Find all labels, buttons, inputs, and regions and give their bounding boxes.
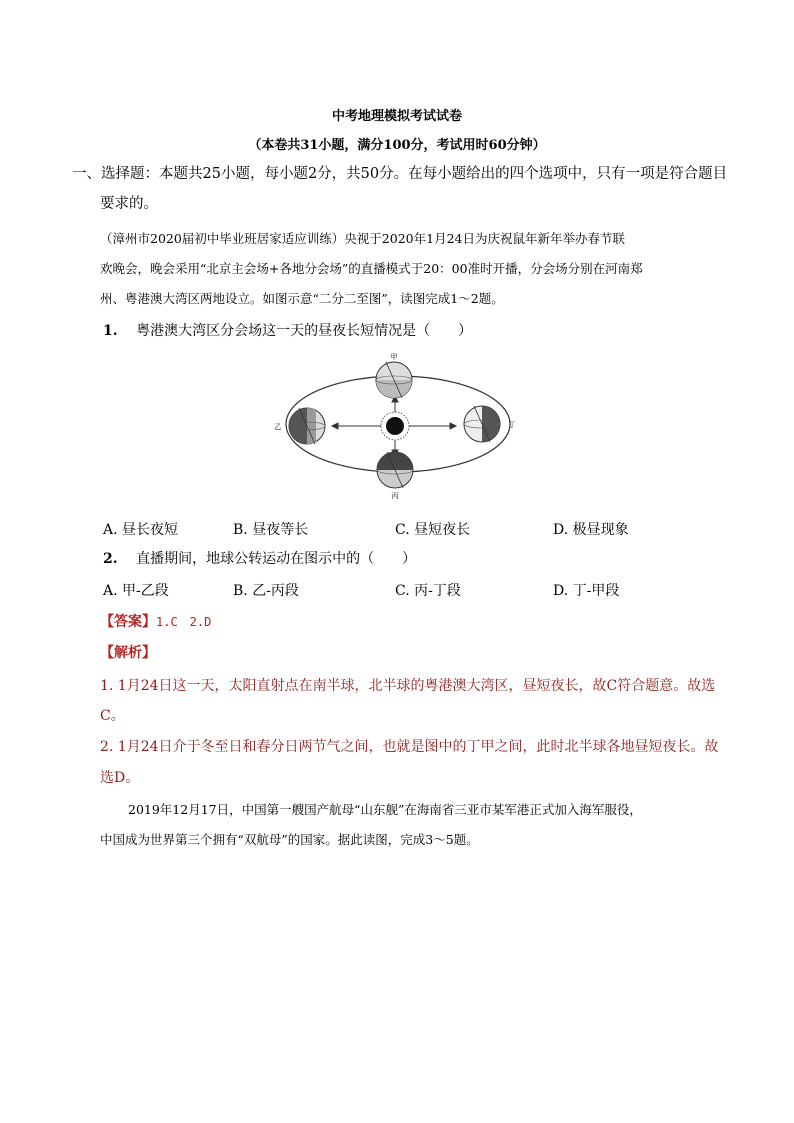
earth-left-icon [289, 408, 325, 444]
question-1 [103, 321, 763, 341]
solstice-equinox-diagram [274, 352, 524, 502]
q1-option-b[interactable]: B. 昼夜等长 [233, 522, 309, 538]
passage1-line2: 欢晚会，晚会采用“北京主会场+各地分会场”的直播模式于20：00准时开播，分会场分别在河南郑 [100, 261, 643, 276]
label-yi: 乙 [274, 423, 282, 431]
question-2-number: 2. [103, 551, 118, 567]
q2-option-b[interactable]: B. 乙-丙段 [233, 583, 299, 599]
passage1-line3: 州、粤港澳大湾区两地设立。如图示意“二分二至图”，读图完成1～2题。 [100, 291, 504, 306]
question-1-number: 1. [103, 323, 118, 339]
answer-line [100, 612, 760, 632]
page-subtitle: （本卷共31小题，满分100分，考试用时60分钟） [248, 138, 546, 153]
earth-bottom-icon [377, 452, 413, 488]
question-2 [103, 549, 763, 569]
q2-option-a[interactable]: A. 甲-乙段 [103, 583, 169, 599]
page-title: 中考地理模拟考试试卷 [331, 109, 462, 124]
question-2-text: 直播期间，地球公转运动在图示中的（ ） [136, 551, 417, 567]
q1-option-a[interactable]: A. 昼长夜短 [103, 522, 179, 538]
analysis-1-line1: 1. 1月24日这一天，太阳直射点在南半球，北半球的粤港澳大湾区，昼短夜长，故C符合题意。故选 [100, 678, 716, 694]
analysis-1-line2: C。 [100, 708, 125, 724]
earth-top-icon [376, 362, 412, 398]
analysis-2-line1: 2. 1月24日介于冬至日和春分日两节气之间，也就是图中的丁甲之间，此时北半球各地昼短夜长。故 [100, 739, 719, 755]
q2-option-c[interactable]: C. 丙-丁段 [395, 583, 461, 599]
q2-option-d[interactable]: D. 丁-甲段 [553, 583, 620, 599]
analysis-2-line2: 选D。 [100, 770, 140, 786]
answer-tag: 【答案】 [100, 614, 156, 630]
question-1-text: 粤港澳大湾区分会场这一天的昼夜长短情况是（ ） [136, 323, 473, 339]
section-heading-line2: 要求的。 [100, 196, 158, 212]
q1-option-c[interactable]: C. 昼短夜长 [395, 522, 471, 538]
sun-icon [381, 412, 409, 440]
analysis-heading [100, 643, 760, 663]
passage2-line1: 2019年12月17日，中国第一艘国产航母“山东舰”在海南省三亚市某军港正式加入海军服役， [128, 802, 642, 817]
earth-right-icon [464, 406, 500, 442]
passage1-line1: （漳州市2020届初中毕业班居家适应训练）央视于2020年1月24日为庆祝鼠年新年举办春节联 [100, 231, 625, 246]
passage2-line2: 中国成为世界第三个拥有“双航母”的国家。据此读图，完成3～5题。 [100, 832, 479, 847]
section-heading-line1: 一、选择题：本题共25小题，每小题2分，共50分。在每小题给出的四个选项中，只有一项是符合题目 [72, 166, 728, 182]
label-jia: 甲 [390, 353, 398, 361]
label-ding: 丁 [508, 421, 516, 429]
analysis-tag: 【解析】 [100, 645, 156, 661]
q1-option-d[interactable]: D. 极昼现象 [553, 522, 629, 538]
label-bing: 丙 [391, 492, 399, 500]
answer-value: 1.C 2.D [156, 615, 212, 629]
